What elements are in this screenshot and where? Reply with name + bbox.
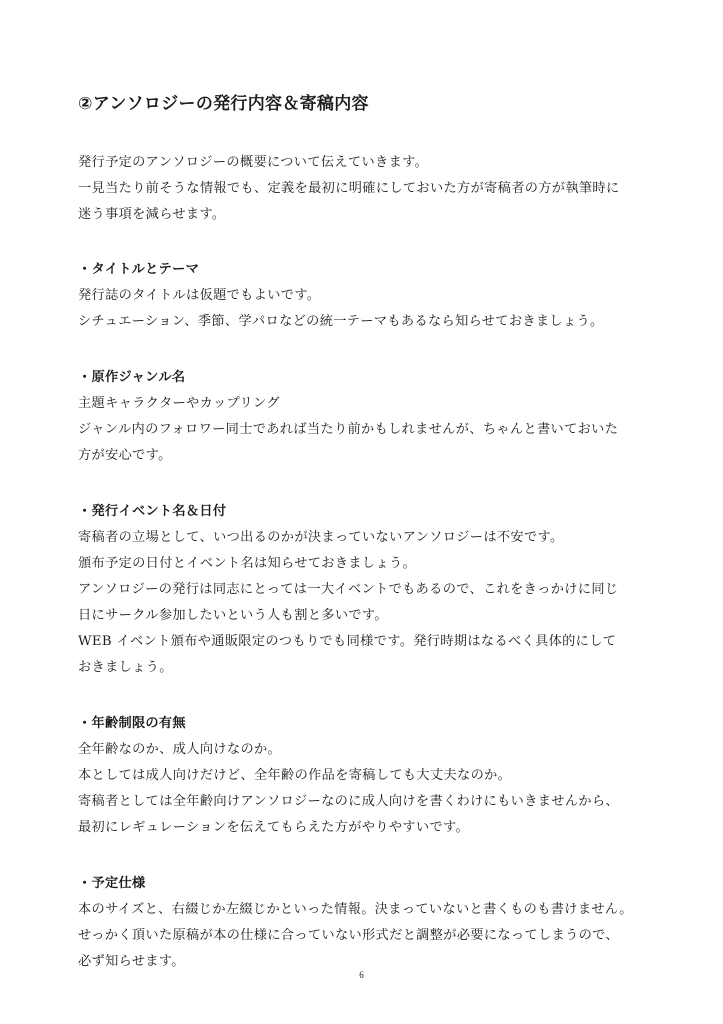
- section-heading: ・タイトルとテーマ: [78, 262, 200, 277]
- section-line: 必ず知らせます。: [78, 954, 185, 969]
- section-line: 発行誌のタイトルは仮題でもよいです。: [78, 288, 321, 303]
- intro-paragraph: [78, 150, 648, 228]
- intro-line: 迷う事項を減らせます。: [78, 207, 226, 222]
- section-line: せっかく頂いた原稿が本の仕様に合っていない形式だと調整が必要になってしまうので、: [78, 928, 619, 943]
- section-heading: ・年齢制限の有無: [78, 716, 186, 731]
- section-line: アンソロジーの発行は同志にとっては一大イベントでもあるので、これをきっかけに同じ: [78, 582, 619, 597]
- section-genre: [78, 365, 648, 469]
- section-line: 寄稿者としては全年齢向けアンソロジーなのに成人向けを書くわけにもいきませんから、: [78, 794, 619, 809]
- page-title: ②アンソロジーの発行内容＆寄稿内容: [78, 94, 369, 114]
- intro-line: 一見当たり前そうな情報でも、定義を最初に明確にしておいた方が寄稿者の方が執筆時に: [78, 181, 620, 196]
- section-planned-specs: [78, 871, 648, 975]
- section-line: おきましょう。: [78, 660, 173, 675]
- intro-line: 発行予定のアンソロジーの概要について伝えていきます。: [78, 155, 429, 170]
- section-title-and-theme: [78, 257, 648, 335]
- section-event-and-date: [78, 499, 648, 681]
- section-line: 全年齢なのか、成人向けなのか。: [78, 742, 282, 757]
- document-page: [78, 92, 648, 1005]
- section-line: 頒布予定の日付とイベント名は知らせておきましょう。: [78, 556, 417, 571]
- section-line: 最初にレギュレーションを伝えてもらえた方がやりやすいです。: [78, 820, 470, 835]
- section-line: 寄稿者の立場として、いつ出るのかが決まっていないアンソロジーは不安です。: [78, 530, 564, 545]
- section-heading: ・原作ジャンル名: [78, 370, 186, 385]
- section-line: ジャンル内のフォロワー同士であれば当たり前かもしれませんが、ちゃんと書いておいた: [78, 422, 619, 437]
- section-line: シチュエーション、季節、学パロなどの統一テーマもあるなら知らせておきましょう。: [78, 314, 604, 329]
- section-heading: ・予定仕様: [78, 876, 146, 891]
- section-line: 日にサークル参加したいという人も割と多いです。: [78, 608, 388, 623]
- page-number: 6: [359, 970, 364, 980]
- section-heading: ・発行イベント名＆日付: [78, 504, 227, 519]
- section-line: 方が安心です。: [78, 448, 172, 463]
- section-age-restriction: [78, 711, 648, 841]
- section-line: 主題キャラクターやカップリング: [78, 396, 280, 411]
- section-line: 本のサイズと、右綴じか左綴じかといった情報。決まっていないと書くものも書けません。: [78, 902, 633, 917]
- section-line: WEB イベント頒布や通販限定のつもりでも同様です。発行時期はなるべく具体的にして: [78, 634, 617, 649]
- section-line: 本としては成人向けだけど、全年齢の作品を寄稿しても大丈夫なのか。: [78, 768, 512, 783]
